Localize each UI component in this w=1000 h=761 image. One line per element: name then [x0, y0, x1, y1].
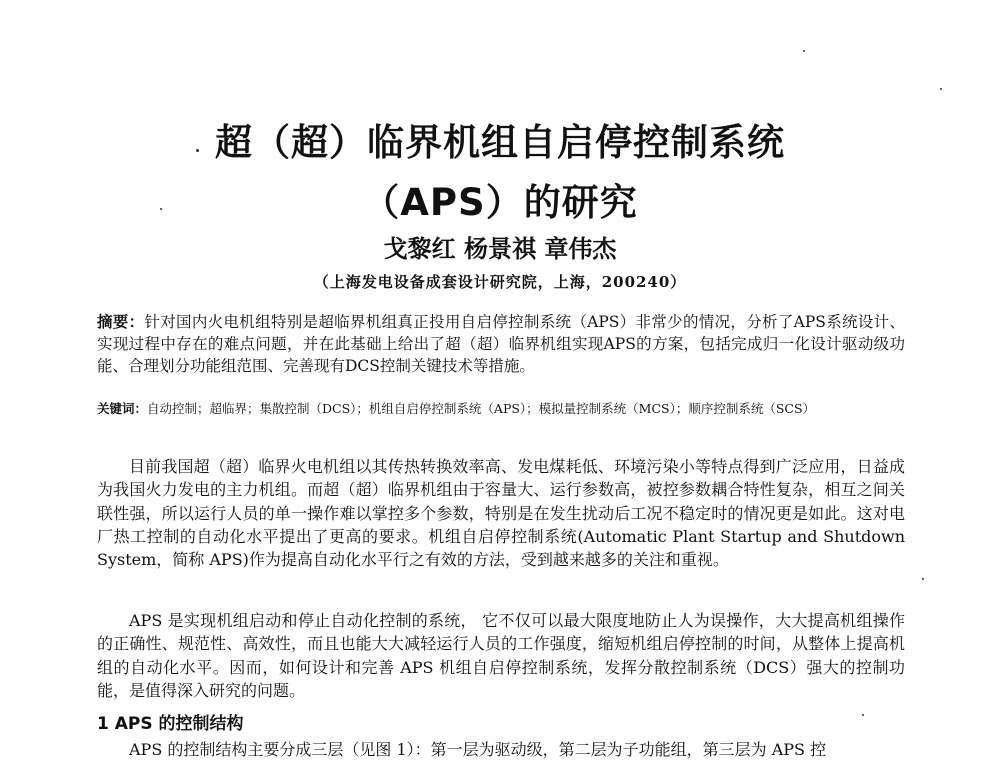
- affiliation: （上海发电设备成套设计研究院，上海，200240）: [313, 273, 687, 291]
- abstract-label: 摘要：: [97, 312, 145, 331]
- abstract: [97, 311, 905, 377]
- scan-speck: [940, 88, 942, 90]
- body-paragraph-3: APS 的控制结构主要分成三层（见图 1）：第一层为驱动级，第二层为子功能组，第三层为 APS 控: [129, 740, 827, 759]
- scan-speck: [862, 714, 864, 716]
- keywords-text: 自动控制；超临界；集散控制（DCS）；机组自启停控制系统（APS）；模拟量控制系统（MCS）；顺序控制系统（SCS）: [147, 401, 816, 416]
- section-heading-1: 1 APS 的控制结构: [97, 714, 244, 734]
- scan-speck: [922, 578, 924, 580]
- paper-title-line-2: （APS）的研究: [362, 181, 638, 224]
- scan-speck: [803, 50, 805, 52]
- keywords-label: 关键词：: [97, 401, 148, 416]
- body-paragraph-1: 目前我国超（超）临界火电机组以其传热转换效率高、发电煤耗低、环境污染小等特点得到广泛应用，日益成为我国火力发电的主力机组。而超（超）临界机组由于容量大、运行参数高，被控参数耦合特性复杂，相互之间关联性强，所以运行人员的单一操作难以掌控多个参数，特别是在发生扰动后工况不稳定时的情况更是如此。这对电厂热工控制的自动化水平提出了更高的要求。机组自启停控制系统(Automatic Plant Startup and Shutdown System，简称 APS)作为提高自动化水平行之有效的方法，受到越来越多的关注和重视。: [97, 457, 905, 570]
- body-paragraph-2: APS 是实现机组启动和停止自动化控制的系统， 它不仅可以最大限度地防止人为误操作，大大提高机组操作的正确性、规范性、高效性，而且也能大大减轻运行人员的工作强度，缩短机组启停控制的时间，从整体上提高机组的自动化水平。因而，如何设计和完善 APS 机组自启停控制系统，发挥分散控制系统（DCS）强大的控制功能，是值得深入研究的问题。: [97, 611, 905, 700]
- authors: 戈黎红 杨景祺 章伟杰: [383, 234, 617, 263]
- paper-title-line-1: 超（超）临界机组自启停控制系统: [215, 121, 785, 164]
- keywords: [97, 399, 905, 418]
- scan-speck: [160, 208, 162, 210]
- abstract-text: 针对国内火电机组特别是超临界机组真正投用自启停控制系统（APS）非常少的情况，分析了APS系统设计、实现过程中存在的难点问题，并在此基础上给出了超（超）临界机组实现APS的方案，包括完成归一化设计驱动级功能、合理划分功能组范围、完善现有DCS控制关键技术等措施。: [97, 313, 905, 375]
- scan-speck: [196, 149, 199, 152]
